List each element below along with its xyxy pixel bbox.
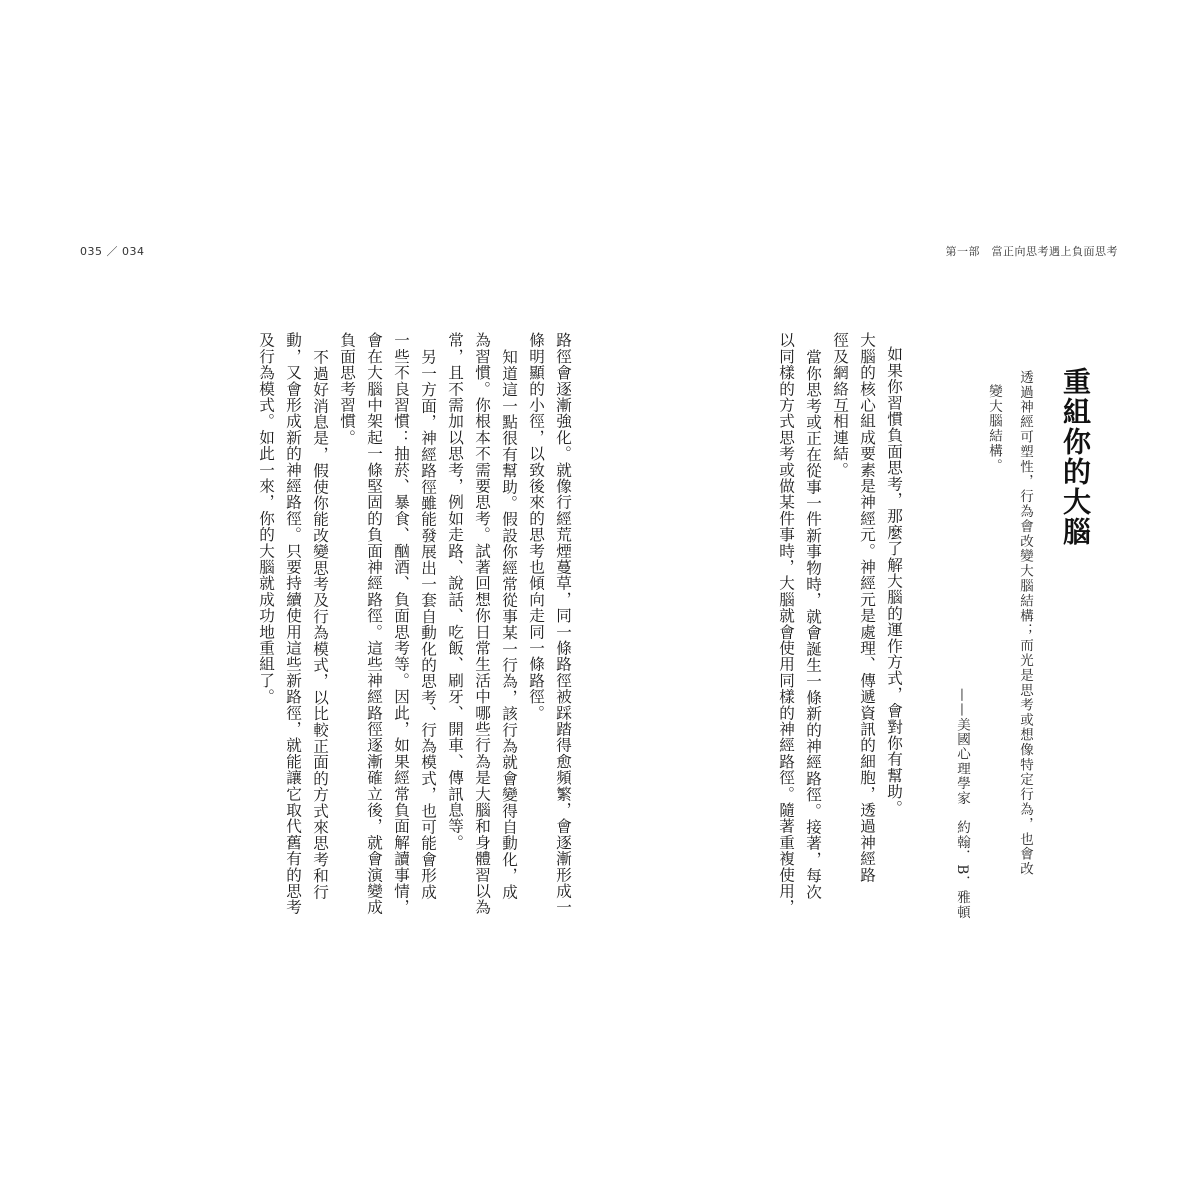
right-line-3: 徑及網絡互相連結。 bbox=[831, 332, 849, 478]
epigraph-line-2: 變大腦結構。 bbox=[986, 384, 1002, 474]
left-line-6: 另一方面，神經路徑雖能發展出一套自動化的思考、行為模式，也可能會形成 bbox=[419, 349, 437, 900]
chapter-title: 重組你的大腦 bbox=[1059, 367, 1092, 547]
left-line-8: 會在大腦中架起一條堅固的負面神經路徑。這些神經路徑逐漸確立後，就會演變成 bbox=[365, 332, 383, 916]
left-line-11: 動，又會形成新的神經路徑。只要持續使用這些新路徑，就能讓它取代舊有的思考 bbox=[284, 332, 302, 916]
right-line-2: 大腦的核心組成要素是神經元。神經元是處理、傳遞資訊的細胞，透過神經路 bbox=[858, 332, 876, 883]
page-numbers: 035 ／ 034 bbox=[80, 245, 145, 258]
left-line-2: 條明顯的小徑，以致後來的思考也傾向走同一條路徑。 bbox=[527, 332, 545, 721]
left-line-4: 為習慣。你根本不需要思考。試著回想你日常生活中哪些行為是大腦和身體習以為 bbox=[473, 332, 491, 916]
epigraph-author: ——美國心理學家 約翰．B．雅頓 bbox=[954, 688, 970, 920]
running-header: 第一部 當正向思考遇上負面思考 bbox=[945, 245, 1118, 258]
left-line-1: 路徑會逐漸強化。就像行經荒煙蔓草，同一條路徑被踩踏得愈頻繁，會逐漸形成一 bbox=[554, 332, 572, 916]
right-line-1: 如果你習慣負面思考，那麼了解大腦的運作方式，會對你有幫助。 bbox=[885, 346, 903, 816]
left-line-3: 知道這一點很有幫助。假設你經常從事某一行為，該行為就會變得自動化，成 bbox=[500, 349, 518, 900]
left-line-9: 負面思考習慣。 bbox=[338, 332, 356, 446]
left-line-12: 及行為模式。如此一來，你的大腦就成功地重組了。 bbox=[257, 332, 275, 705]
epigraph-line-1: 透過神經可塑性，行為會改變大腦結構；而光是思考或想像特定行為，也會改 bbox=[1017, 370, 1033, 877]
right-line-5: 以同樣的方式思考或做某件事時，大腦就會使用同樣的神經路徑。隨著重複使用， bbox=[777, 332, 795, 916]
left-line-7: 一些不良習慣：抽菸、暴食、酗酒、負面思考等。因此，如果經常負面解讀事情， bbox=[392, 332, 410, 916]
left-line-10: 不過好消息是，假使你能改變思考及行為模式，以比較正面的方式來思考和行 bbox=[311, 349, 329, 900]
right-line-4: 當你思考或正在從事一件新事物時，就會誕生一條新的神經路徑。接著，每次 bbox=[804, 349, 822, 900]
left-line-5: 常，且不需加以思考，例如走路、說話、吃飯、刷牙、開車、傳訊息等。 bbox=[446, 332, 464, 851]
